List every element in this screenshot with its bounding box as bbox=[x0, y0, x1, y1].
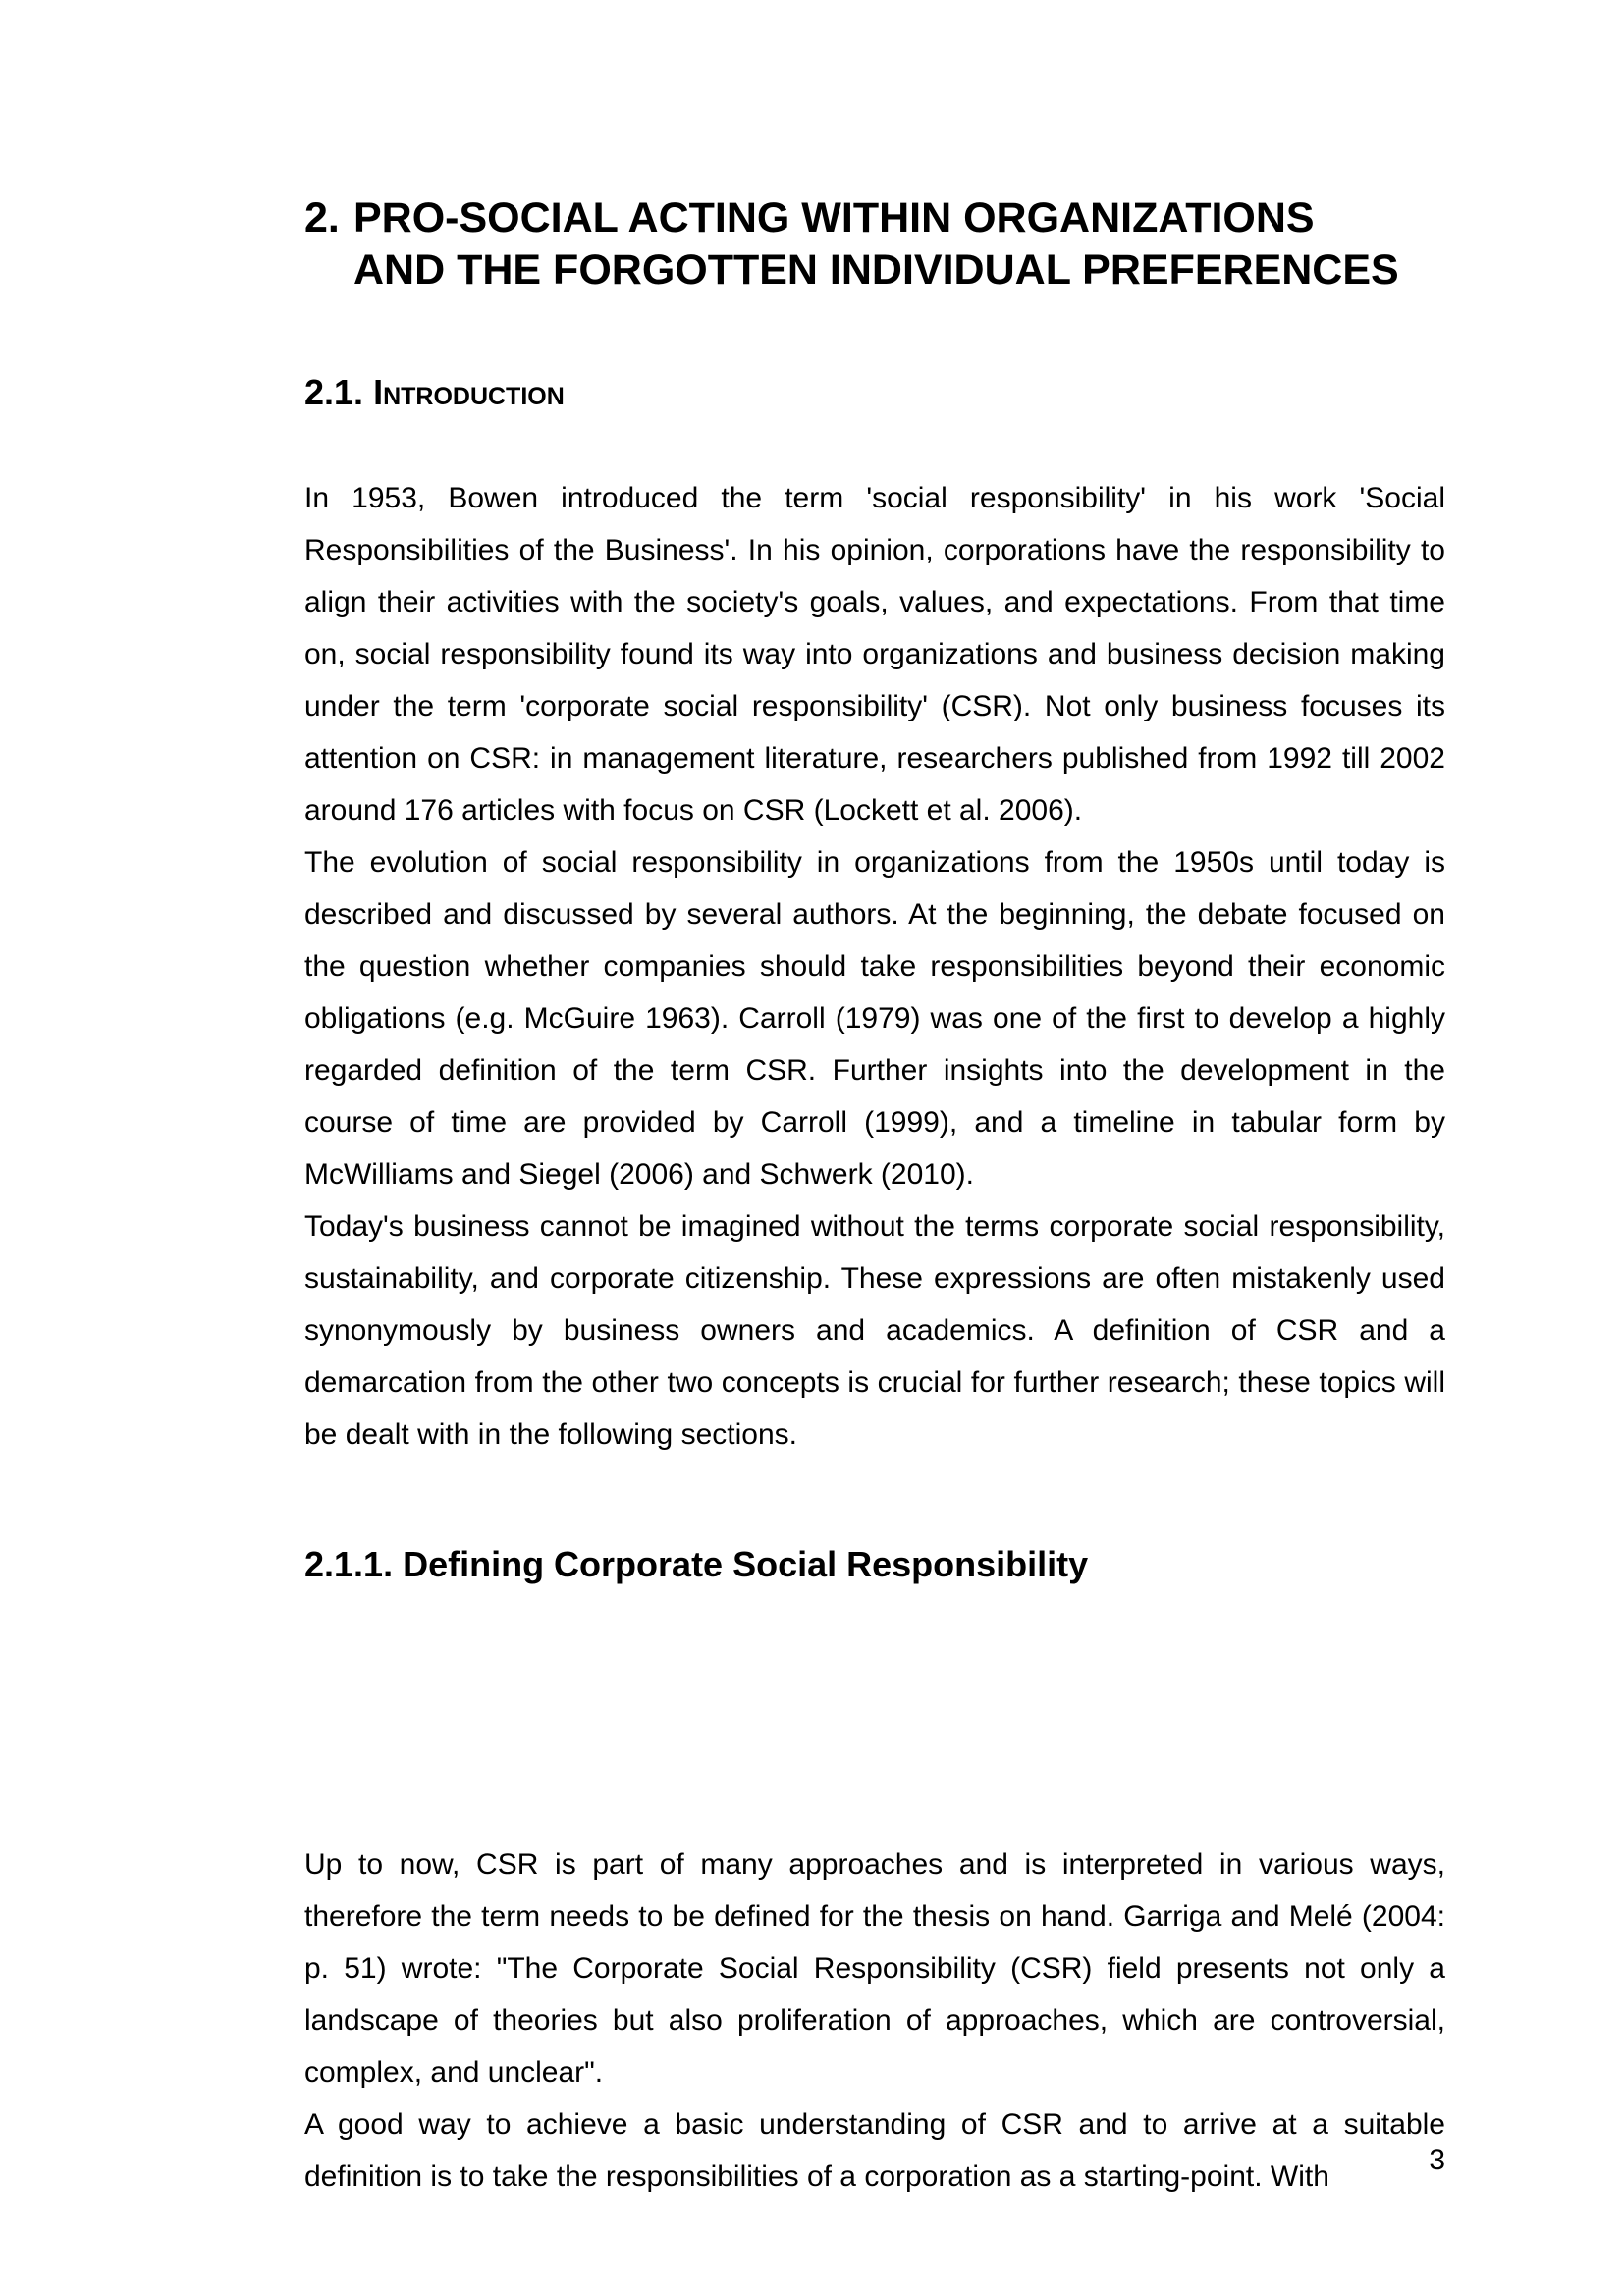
subsection-title: 2.1.1. Defining Corporate Social Responsibility bbox=[304, 1544, 1089, 1584]
paragraph: Up to now, CSR is part of many approaches and is interpreted in various ways, therefore the term needs to be defined for the thesis on hand. Garriga and Melé (2004: p. 51) wrote: "The Corporate Social Responsibility (CSR) field presents not only a landscape of theories but also proliferation of approaches, which are controversial, complex, and unclear". bbox=[304, 1848, 1445, 2089]
section-name: Introduction bbox=[373, 372, 565, 412]
paragraph: In 1953, Bowen introduced the term 'social responsibility' in his work 'Social Responsibilities of the Business'. In his opinion, corporations have the responsibility to align their activities with the society's goals, values, and expectations. From that time on, social responsibility found its way into organizations and business decision making under the term 'corporate social responsibility' (CSR). Not only business focuses its attention on CSR: in management literature, researchers published from 1992 till 2002 around 176 articles with focus on CSR (Lockett et al. 2006). bbox=[304, 482, 1445, 827]
introduction-body bbox=[304, 472, 1445, 1461]
paragraph: Today's business cannot be imagined without the terms corporate social responsibility, sustainability, and corporate citizenship. These expressions are often mistakenly used synonymously by business owners and academics. A definition of CSR and a demarcation from the other two concepts is crucial for further research; these topics will be dealt with in the following sections. bbox=[304, 1210, 1445, 1451]
paragraph: The evolution of social responsibility in organizations from the 1950s until today is described and discussed by several authors. At the beginning, the debate focused on the question whether companies should take responsibilities beyond their economic obligations (e.g. McGuire 1963). Carroll (1979) was one of the first to develop a highly regarded definition of the term CSR. Further insights into the development in the course of time are provided by Carroll (1999), and a timeline in tabular form by McWilliams and Siegel (2006) and Schwerk (2010). bbox=[304, 846, 1445, 1191]
chapter-title-line-2: AND THE FORGOTTEN INDIVIDUAL PREFERENCES bbox=[353, 246, 1399, 294]
chapter-title-line-1: PRO-SOCIAL ACTING WITHIN ORGANIZATIONS bbox=[353, 194, 1315, 241]
section-number: 2.1. bbox=[304, 372, 364, 412]
paragraph: A good way to achieve a basic understanding of CSR and to arrive at a suitable definition is to take the responsibilities of a corporation as a starting-point. With bbox=[304, 2109, 1445, 2193]
page-content bbox=[304, 192, 1445, 2193]
csr-definition-body bbox=[304, 1839, 1445, 2203]
chapter-title bbox=[304, 192, 1445, 296]
chapter-number: 2. bbox=[304, 194, 340, 241]
section-title bbox=[304, 372, 565, 413]
page-number: 3 bbox=[1429, 2144, 1445, 2176]
